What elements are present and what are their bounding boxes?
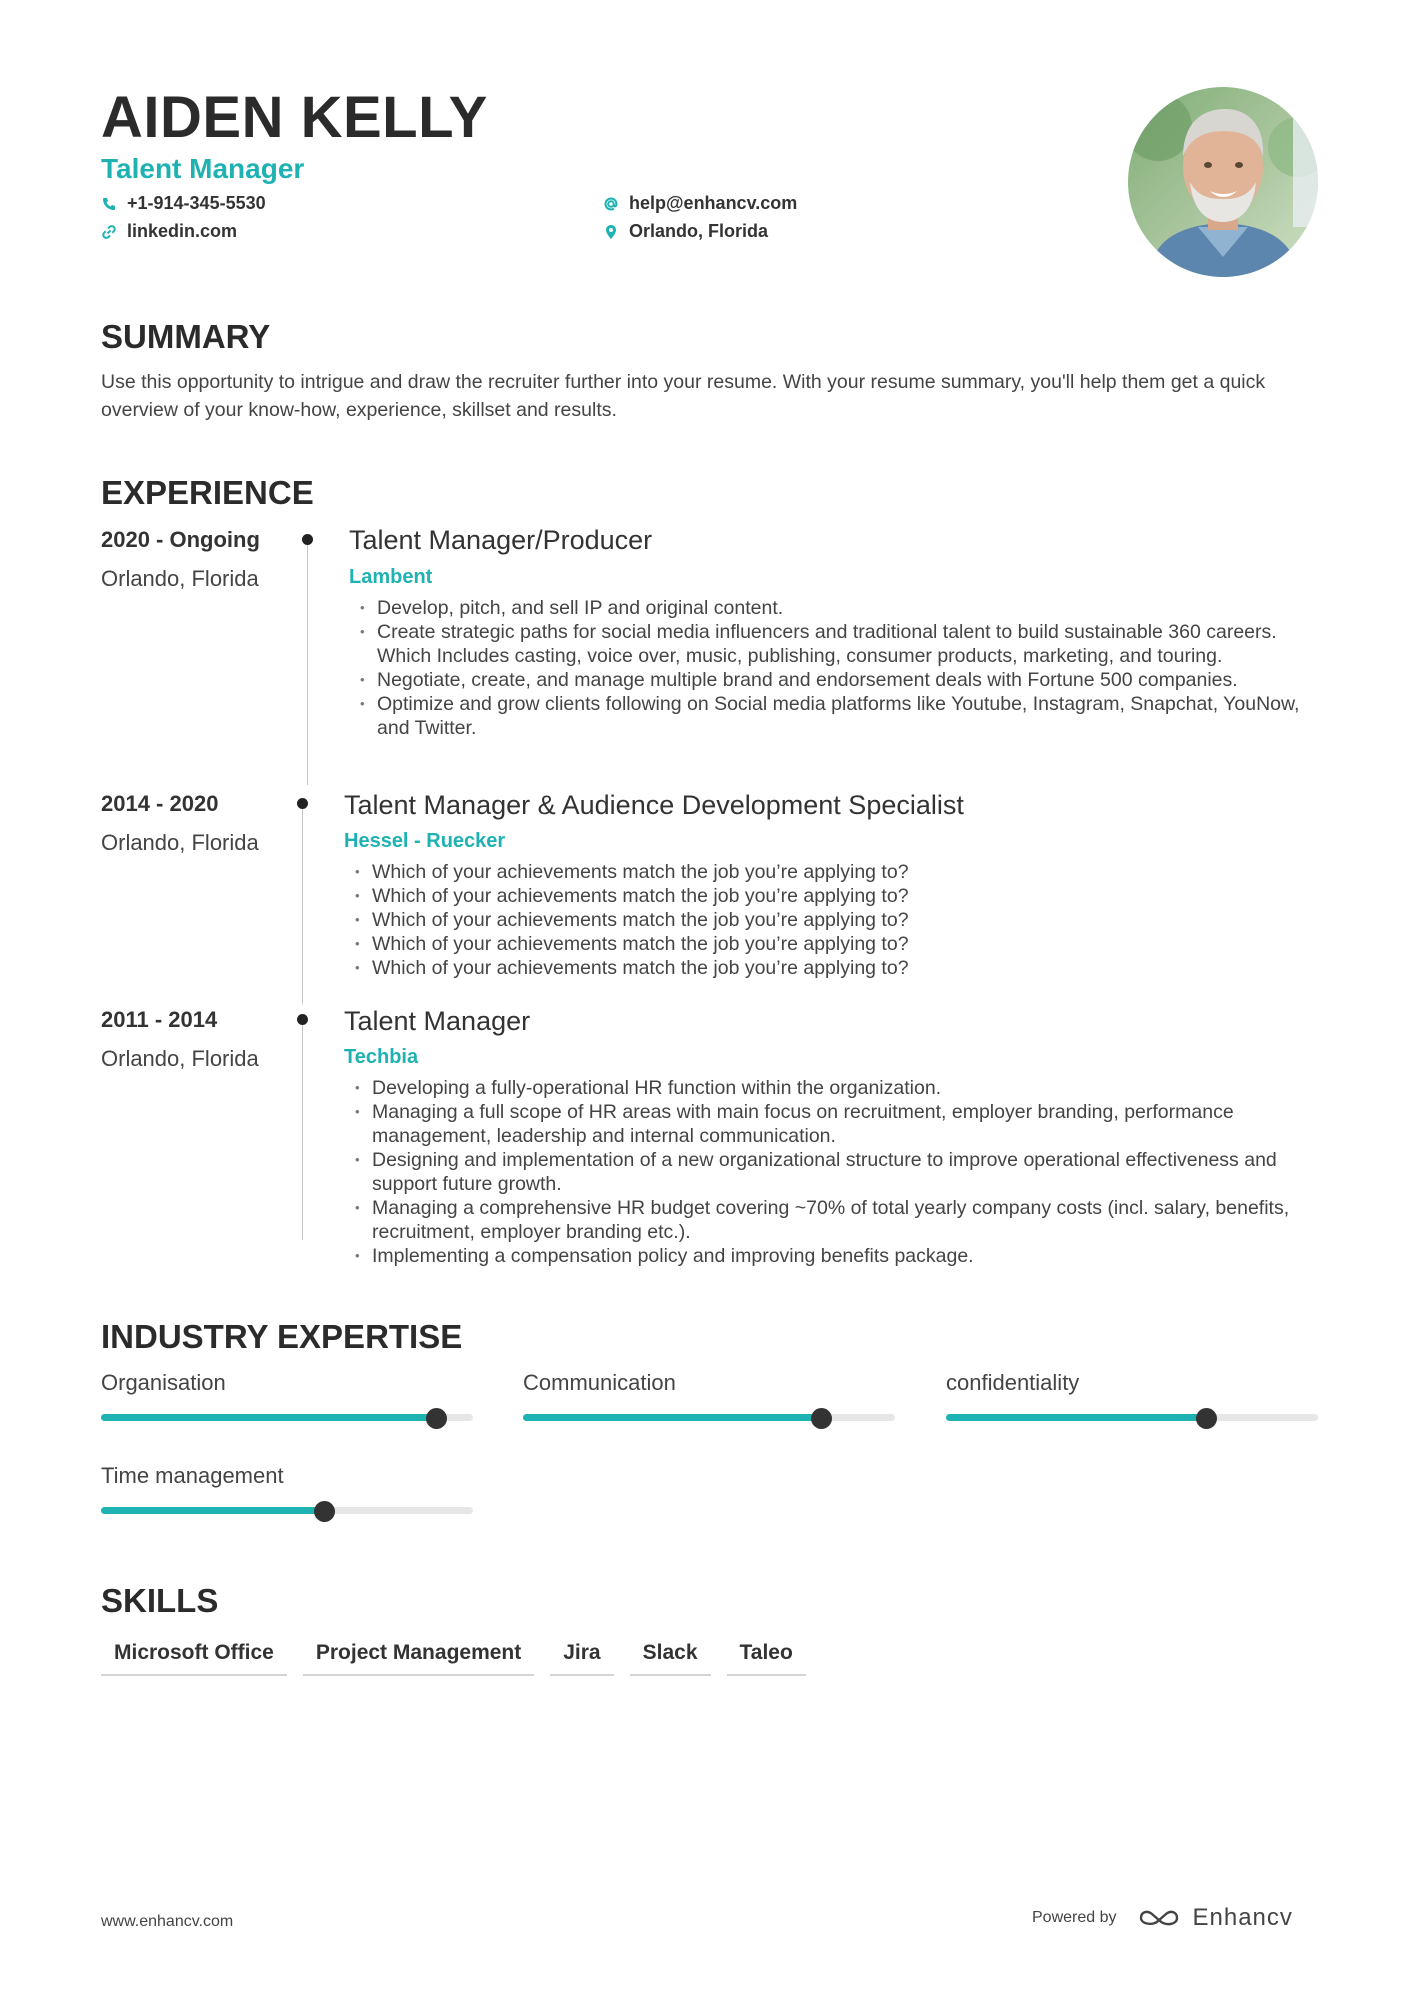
job-location: Orlando, Florida <box>101 566 259 591</box>
contact-location <box>603 221 768 242</box>
job-title: Talent Manager & Audience Development Specialist <box>344 790 964 820</box>
job-location: Orlando, Florida <box>101 830 259 855</box>
expertise-bar-fill <box>523 1414 821 1421</box>
job-bullet: • Which of your achievements match the job you’re applying to? <box>352 932 1312 956</box>
job-date: 2014 - 2020 <box>101 791 219 816</box>
location-pin-icon <box>603 224 619 240</box>
skills-heading: SKILLS <box>101 1582 219 1619</box>
job-bullet: • Managing a full scope of HR areas with main focus on recruitment, employer branding, performance management, leadership and internal communication. <box>352 1100 1312 1148</box>
expertise-label: Organisation <box>101 1370 226 1395</box>
link-text: linkedin.com <box>127 221 238 241</box>
job-bullet: • Which of your achievements match the job you’re applying to? <box>352 884 1312 908</box>
brand-logo[interactable] <box>1137 1904 1293 1932</box>
phone-text: +1-914-345-5530 <box>127 193 266 213</box>
expertise-heading: INDUSTRY EXPERTISE <box>101 1318 463 1355</box>
job-bullet: • Which of your achievements match the job you’re applying to? <box>352 908 1312 932</box>
job-company: Techbia <box>344 1046 419 1068</box>
job-date: 2011 - 2014 <box>101 1007 218 1032</box>
footer-website[interactable]: www.enhancv.com <box>101 1913 234 1930</box>
timeline-line <box>302 804 303 1004</box>
expertise-label: Communication <box>523 1370 676 1395</box>
phone-icon <box>101 196 117 212</box>
job-bullet: • Managing a comprehensive HR budget covering ~70% of total yearly company costs (incl. salary, benefits, recruitment, employer branding etc.). <box>352 1196 1312 1244</box>
contact-phone[interactable] <box>101 193 266 214</box>
job-title: Talent Manager/Producer <box>349 525 653 555</box>
email-text: help@enhancv.com <box>629 193 798 213</box>
job-bullet: • Which of your achievements match the job you’re applying to? <box>352 956 1312 980</box>
expertise-bar <box>101 1507 473 1514</box>
contact-link[interactable] <box>101 221 237 242</box>
timeline-line <box>302 1020 303 1240</box>
summary-text: Use this opportunity to intrigue and draw the recruiter further into your resume. With your resume summary, you'll help them get a quick overview of your know-how, experience, skillset and results. <box>101 371 1266 421</box>
powered-by-text: Powered by <box>1032 1909 1117 1926</box>
timeline-dot <box>297 798 308 809</box>
expertise-item <box>101 1370 473 1421</box>
candidate-title: Talent Manager <box>101 153 305 184</box>
expertise-bar-fill <box>101 1414 436 1421</box>
skill-tag: Jira <box>550 1641 613 1676</box>
brand-name: Enhancv <box>1192 1904 1293 1931</box>
expertise-item <box>101 1463 473 1514</box>
timeline-dot <box>297 1014 308 1025</box>
expertise-bar <box>946 1414 1318 1421</box>
job-bullet: • Implementing a compensation policy and improving benefits package. <box>352 1244 1312 1268</box>
timeline-dot <box>302 534 313 545</box>
footer-powered <box>1032 1904 1293 1932</box>
expertise-bar-fill <box>101 1507 324 1514</box>
job-company: Hessel - Ruecker <box>344 830 506 852</box>
skill-tag: Project Management <box>303 1641 534 1676</box>
job-bullet: • Optimize and grow clients following on Social media platforms like Youtube, Instagram, Snapchat, YouNow, and Twitter. <box>357 692 1312 740</box>
job-bullet: • Which of your achievements match the job you’re applying to? <box>352 860 1312 884</box>
timeline-line <box>307 540 308 785</box>
skill-tag: Slack <box>630 1641 711 1676</box>
job-bullet: • Developing a fully-operational HR function within the organization. <box>352 1076 1312 1100</box>
expertise-bar-knob <box>314 1501 335 1522</box>
expertise-bar-knob <box>426 1408 447 1429</box>
job-company: Lambent <box>349 566 433 588</box>
job-bullet: • Create strategic paths for social media influencers and traditional talent to build sustainable 360 careers. Which Includes casting, voice over, music, publishing, consumer products, marketing, and touring. <box>357 620 1312 668</box>
skills-list <box>101 1641 806 1676</box>
avatar <box>1128 87 1318 277</box>
expertise-bar <box>523 1414 895 1421</box>
expertise-bar-fill <box>946 1414 1206 1421</box>
expertise-bar-knob <box>811 1408 832 1429</box>
location-text: Orlando, Florida <box>629 221 769 241</box>
expertise-bar-knob <box>1196 1408 1217 1429</box>
expertise-item <box>946 1370 1318 1421</box>
job-location: Orlando, Florida <box>101 1046 259 1071</box>
summary-heading: SUMMARY <box>101 318 271 355</box>
contact-email[interactable] <box>603 193 797 214</box>
candidate-name: AIDEN KELLY <box>101 85 488 150</box>
at-icon <box>603 196 619 212</box>
link-icon <box>101 224 117 240</box>
job-bullets <box>352 1076 1312 1268</box>
experience-heading: EXPERIENCE <box>101 474 314 511</box>
job-bullets <box>352 860 1312 980</box>
job-bullet: • Develop, pitch, and sell IP and original content. <box>357 596 1312 620</box>
expertise-item <box>523 1370 895 1421</box>
job-bullet: • Designing and implementation of a new organizational structure to improve operational effectiveness and support future growth. <box>352 1148 1312 1196</box>
job-title: Talent Manager <box>344 1006 531 1036</box>
job-bullet: • Negotiate, create, and manage multiple brand and endorsement deals with Fortune 500 companies. <box>357 668 1312 692</box>
expertise-label: confidentiality <box>946 1370 1080 1395</box>
expertise-label: Time management <box>101 1463 284 1488</box>
job-bullets <box>357 596 1312 740</box>
expertise-bar <box>101 1414 473 1421</box>
job-date: 2020 - Ongoing <box>101 527 260 552</box>
skill-tag: Microsoft Office <box>101 1641 287 1676</box>
skill-tag: Taleo <box>727 1641 806 1676</box>
enhancv-logo-icon <box>1137 1906 1183 1930</box>
